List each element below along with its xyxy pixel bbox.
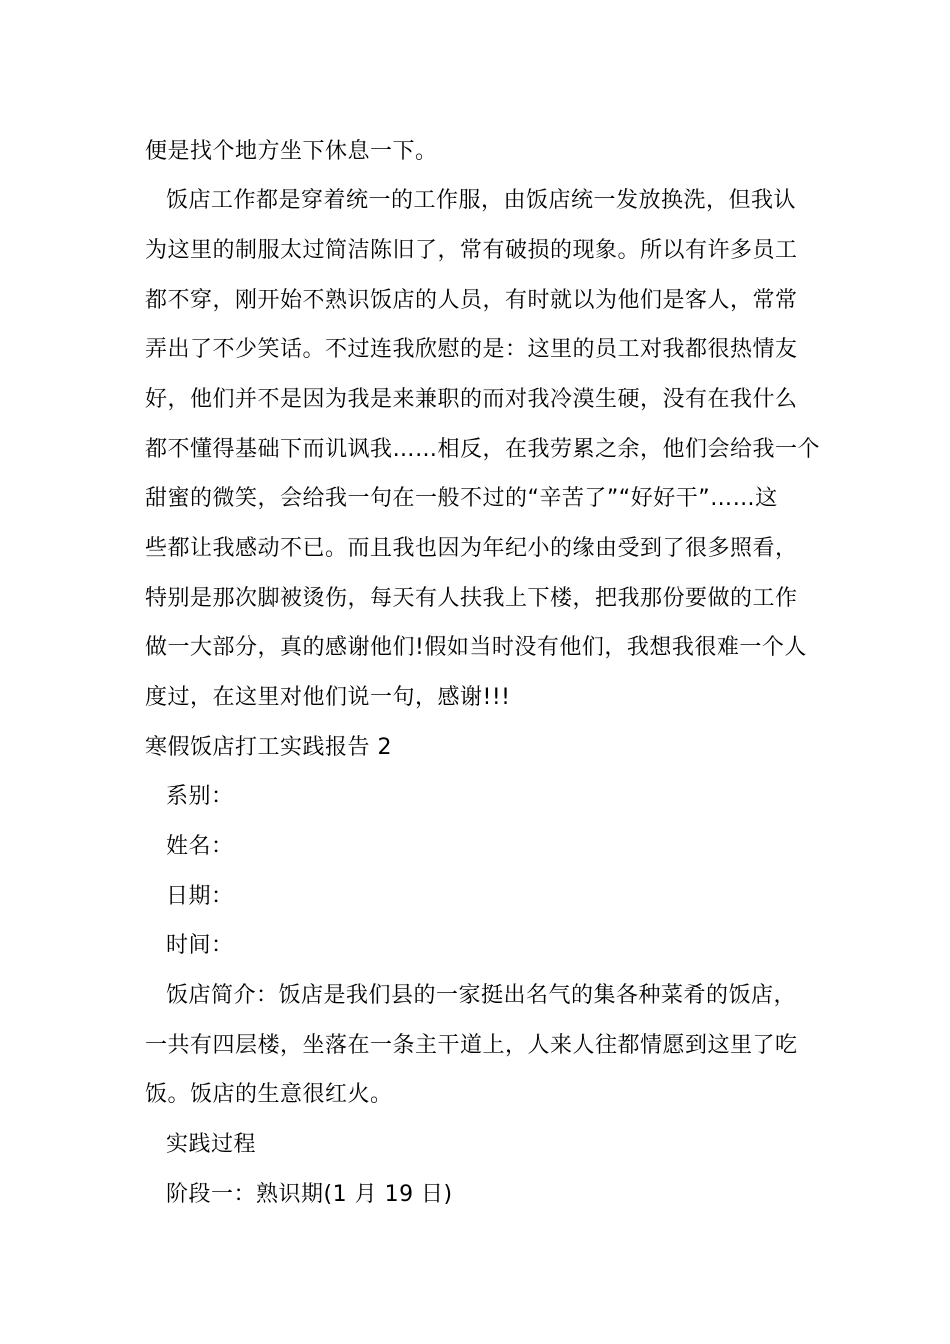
paragraph-line: 好，他们并不是因为我是来兼职的而对我冷漠生硬，没有在我什么 [145,387,798,412]
field-date: 日期： [166,884,234,909]
intro-line: 一共有四层楼，坐落在一条主干道上，人来人往都情愿到这里了吃 [145,1033,798,1058]
paragraph-line: 饭店工作都是穿着统一的工作服，由饭店统一发放换洗，但我认 [166,188,797,213]
process-heading: 实践过程 [166,1132,257,1157]
field-department: 系别： [166,784,234,809]
paragraph-line: 都不懂得基础下而讥讽我……相反，在我劳累之余，他们会给我一个 [145,437,821,462]
paragraph-line: 特别是那次脚被烫伤，每天有人扶我上下楼，把我那份要做的工作 [145,586,798,611]
paragraph-line: 都不穿，刚开始不熟识饭店的人员，有时就以为他们是客人，常常 [145,288,798,313]
paragraph-line: 甜蜜的微笑，会给我一句在一般不过的“辛苦了”“好好干”……这 [145,486,778,511]
paragraph-line: 为这里的制服太过简洁陈旧了，常有破损的现象。所以有许多员工 [145,238,798,263]
intro-line: 饭店简介：饭店是我们县的一家挺出名气的集各种菜肴的饭店， [166,983,797,1008]
intro-line: 饭。饭店的生意很红火。 [145,1082,393,1107]
field-time: 时间： [166,933,234,958]
paragraph-line: 便是找个地方坐下休息一下。 [145,139,438,164]
field-name: 姓名： [166,834,234,859]
paragraph-line: 做一大部分，真的感谢他们!假如当时没有他们，我想我很难一个人 [145,635,807,660]
paragraph-line: 弄出了不少笑话。不过连我欣慰的是：这里的员工对我都很热情友 [145,337,798,362]
report-title: 寒假饭店打工实践报告 2 [145,735,392,760]
paragraph-line: 度过，在这里对他们说一句，感谢!!! [145,685,511,710]
paragraph-line: 些都让我感动不已。而且我也因为年纪小的缘由受到了很多照看， [145,536,798,561]
stage-heading: 阶段一：熟识期(1 月 19 日) [166,1182,453,1207]
